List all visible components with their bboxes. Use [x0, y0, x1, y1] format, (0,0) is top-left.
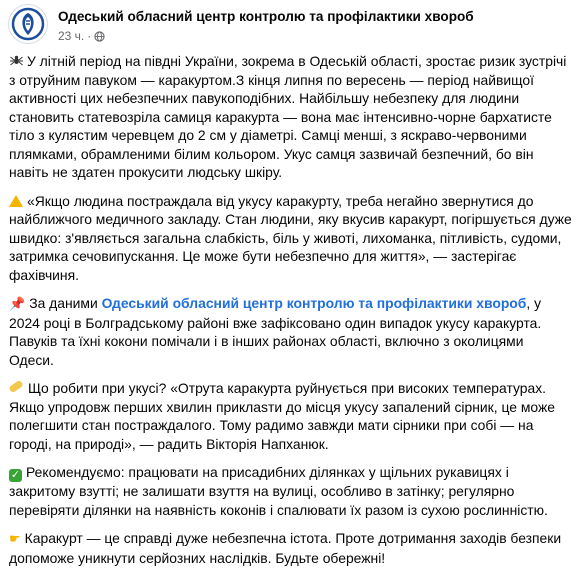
- post-paragraph: [9, 463, 572, 519]
- paragraph-text: За даними: [29, 295, 102, 311]
- paragraph-text: , у 2024 році в Болградському районі вже зафіксовано один випадок укусу каракурта. Павуків та їхні кокони помічали і в інших районах області, включно з околицями Одеси.: [9, 295, 542, 368]
- post-timestamp[interactable]: 23 ч.: [58, 29, 85, 43]
- post-paragraph: [9, 379, 572, 453]
- page-mention-link[interactable]: Одеський обласний центр контролю та профілактики хвороб: [101, 295, 527, 311]
- paragraph-text: Каракурт — це справді дуже небезпечна істота. Проте дотримання заходів безпеки допоможе уникнути серйозних наслідків. Будьте обережні!: [9, 530, 562, 566]
- pointing-hand-icon: ☛: [9, 531, 21, 546]
- paragraph-text: Що робити при укусі? «Отрута каракурта руйнується при високих температурах. Якщо упродовж перших хвилин приклasти до місця укусу запалений сірник, це може полегшити стан постраждалого. Тому радимо завжди мати сірники при собі — на городі, на природі», — радить Вікторія Напханюк.: [9, 380, 555, 452]
- globe-icon[interactable]: [94, 31, 105, 42]
- check-mark-icon: ✓: [10, 469, 21, 481]
- paragraph-text: «Якщо людина постраждала від укусу каракурту, треба негайно звернутися до найближчого медичного закладу. Стан людини, яку вкусив каракурт, погіршується дуже швидко: з'являється загальна слабкість, біль у животі, лихоманка, пітливість, судоми, затримка сечовипускання. Це може бути небезпечно для життя», — застерігає фахівчиня.: [9, 192, 572, 283]
- pill-icon: [8, 380, 23, 394]
- warning-icon: [9, 195, 23, 207]
- post-header: [8, 4, 574, 46]
- paragraph-text: У літній період на півдні України, зокрема в Одеській області, зростає ризик зустрічі з отруйним павуком — каракуртом.З кінця липня по вересень — період найвищої активності цих небезпечних павукоподібних. Найбільшу небезпеку для людини становить статевозріла самиця каракурта — вона має інтенсивно-чорне бархатисте тіло з кулястим черевцем до 2 см у діаметрі. Самці менші, з яскраво-червоними плямками, обрамленими білим кольором. Укус самця зазвичай безпечний, бо він навіть не здатен прокусити людську шкіру.: [9, 53, 567, 180]
- spider-icon: [9, 54, 24, 68]
- pushpin-icon: 📌: [9, 296, 26, 311]
- post-author-link[interactable]: Одеський обласний центр контролю та профілактики хвороб: [58, 9, 474, 24]
- paragraph-text: Рекомендуємо: працювати на присадибних ділянках у щільних рукавицях і закритому взутті; не залишати взуття на вулиці, особливо в затінку; регулярно перевіряти ділянки на наявність коконів і спалювати їх разом із сухою рослинністю.: [9, 464, 548, 518]
- post-paragraph: [9, 192, 572, 285]
- post-paragraph: [9, 529, 572, 567]
- post-body: [9, 52, 572, 577]
- post-meta: 23 ч. ·: [58, 29, 105, 43]
- page-avatar[interactable]: [8, 4, 48, 44]
- center-logo-icon: [11, 7, 45, 41]
- post-paragraph: [9, 52, 572, 182]
- post-paragraph: [9, 294, 572, 369]
